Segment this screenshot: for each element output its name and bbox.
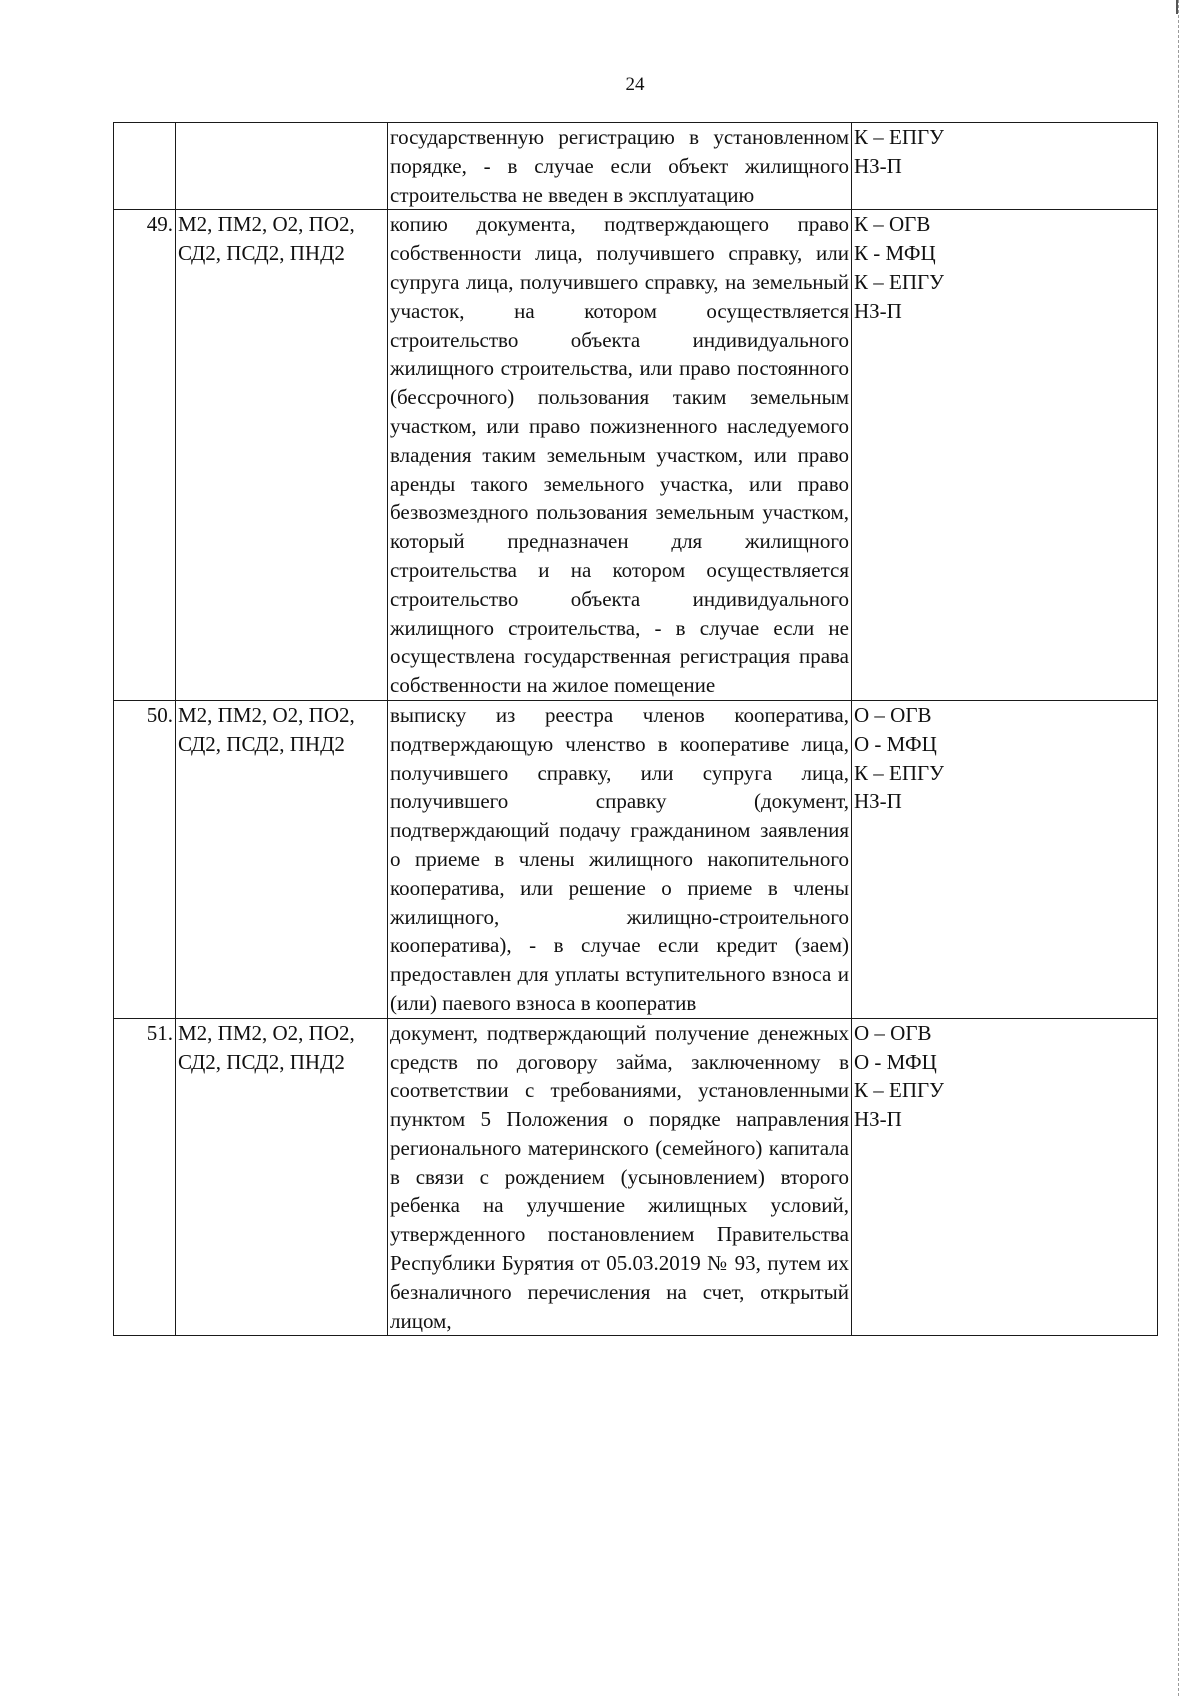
table-row <box>114 123 1158 210</box>
row-sources <box>852 210 1158 701</box>
scan-edge-line <box>1178 0 1179 1696</box>
row-categories: М2, ПМ2, О2, ПО2, СД2, ПСД2, ПНД2 <box>176 210 388 701</box>
source-item: НЗ-П <box>854 153 902 178</box>
source-item: НЗ-П <box>854 1107 902 1132</box>
source-item: К - МФЦ <box>854 241 936 266</box>
row-sources <box>852 123 1158 210</box>
row-sources <box>852 1018 1158 1336</box>
source-item: К – ЕПГУ <box>854 1078 945 1103</box>
source-item: К – ЕПГУ <box>854 269 945 294</box>
row-categories <box>176 123 388 210</box>
source-item: О – ОГВ <box>854 702 932 727</box>
row-number: 51. <box>114 1018 176 1336</box>
source-item: К – ЕПГУ <box>854 125 945 149</box>
source-item: НЗ-П <box>854 789 902 814</box>
row-number <box>114 123 176 210</box>
source-item: О - МФЦ <box>854 1049 937 1074</box>
row-categories: М2, ПМ2, О2, ПО2, СД2, ПСД2, ПНД2 <box>176 1018 388 1336</box>
documents-table <box>113 122 1158 1336</box>
row-number: 49. <box>114 210 176 701</box>
source-item: К – ОГВ <box>854 212 931 237</box>
row-description: государственную регистрацию в установленном порядке, - в случае если объект жилищного строительства не введен в эксплуатацию <box>388 123 852 210</box>
source-item: О – ОГВ <box>854 1020 932 1045</box>
row-description: выписку из реестра членов кооператива, подтверждающую членство в кооперативе лица, получившего справку, или супруга лица, получившего справку (документ, подтверждающий подачу гражданином заявления о приеме в члены жилищного накопительного кооператива, или решение о приеме в члены жилищного, жилищно-строительного кооператива), - в случае если кредит (заем) предоставлен для уплаты вступительного взноса и (или) паевого взноса в кооператив <box>388 700 852 1018</box>
row-sources <box>852 700 1158 1018</box>
source-item: НЗ-П <box>854 298 902 323</box>
source-item: О - МФЦ <box>854 731 937 756</box>
row-categories: М2, ПМ2, О2, ПО2, СД2, ПСД2, ПНД2 <box>176 700 388 1018</box>
table-row <box>114 210 1158 701</box>
table-row <box>114 700 1158 1018</box>
row-number: 50. <box>114 700 176 1018</box>
row-description: копию документа, подтверждающего право собственности лица, получившего справку, или супруга лица, получившего справку, на земельный участок, на котором осуществляется строительство объекта индивидуального жилищного строительства, или право постоянного (бессрочного) пользования таким земельным участком, или право пожизненного наследуемого владения таким земельным участком, или право аренды такого земельного участка, или право безвозмездного пользования земельным участком, который предназначен для жилищного строительства и на котором осуществляется строительство объекта индивидуального жилищного строительства, - в случае если не осуществлена государственная регистрация права собственности на жилое помещение <box>388 210 852 701</box>
page-number: 24 <box>625 74 645 95</box>
row-description: документ, подтверждающий получение денежных средств по договору займа, заключенному в соответствии с требованиями, установленными пунктом 5 Положения о порядке направления регионального материнского (семейного) капитала в связи с рождением (усыновлением) второго ребенка на улучшение жилищных условий, утвержденного постановлением Правительства Республики Бурятия от 05.03.2019 № 93, путем их безналичного перечисления на счет, открытый лицом, <box>388 1018 852 1336</box>
scan-edge-mark <box>1176 0 1178 14</box>
table-row <box>114 1018 1158 1336</box>
source-item: К – ЕПГУ <box>854 760 945 785</box>
